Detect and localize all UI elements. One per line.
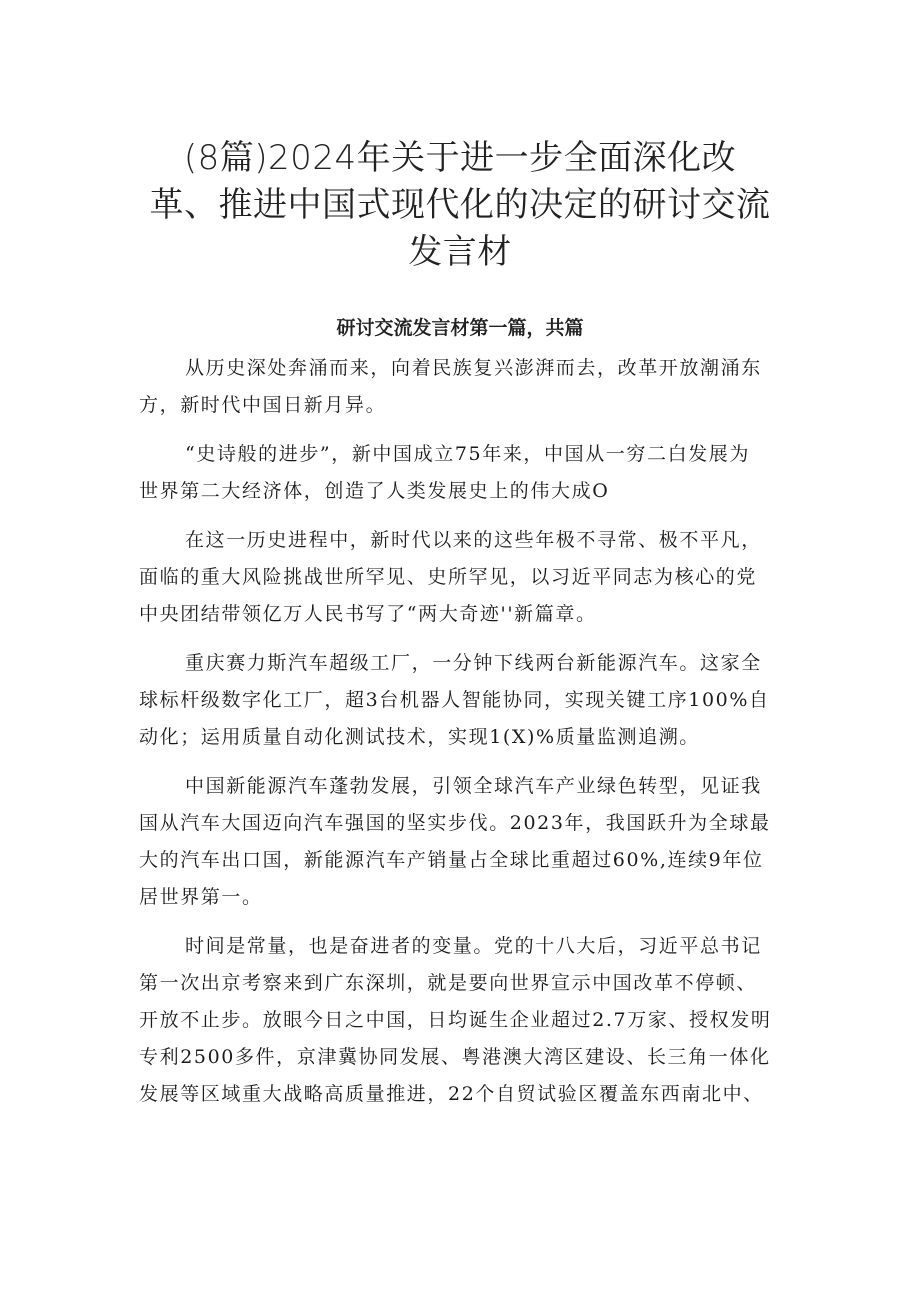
paragraph-2 bbox=[139, 436, 787, 510]
text-line: 中央团结带领亿万人民书写了“两大奇迹''新篇章。 bbox=[139, 603, 597, 625]
text-line: 球标杆级数字化工厂，超3台机器人智能协同，实现关键工序100%自 bbox=[139, 689, 770, 711]
text-line: 专利2500多件，京津冀协同发展、粤港澳大湾区建设、长三角一体化 bbox=[139, 1046, 771, 1068]
paragraph-6 bbox=[139, 928, 787, 1113]
text-line: 发展等区域重大战略高质量推进，22个自贸试验区覆盖东西南北中、 bbox=[139, 1083, 764, 1105]
text-line: “史诗般的进步”，新中国成立75年来，中国从一穷二白发展为 bbox=[185, 443, 751, 465]
text-line: 面临的重大风险挑战世所罕见、史所罕见，以习近平同志为核心的党 bbox=[139, 566, 758, 588]
title-line-2: 革、推进中国式现代化的决定的研讨交流 bbox=[149, 184, 771, 225]
text-line: 重庆赛力斯汽车超级工厂，一分钟下线两台新能源汽车。这家全 bbox=[185, 652, 762, 674]
text-line: 开放不止步。放眼今日之中国，日均诞生企业超过2.7万家、授权发明 bbox=[139, 1009, 772, 1031]
paragraph-5 bbox=[139, 768, 787, 916]
text-line: 中国新能源汽车蓬勃发展，引领全球汽车产业绿色转型，见证我 bbox=[185, 775, 762, 797]
text-line: 动化；运用质量自动化测试技术，实现1(X)%质量监测追溯。 bbox=[139, 726, 700, 748]
text-line: 世界第二大经济体，创造了人类发展史上的伟大成O bbox=[139, 480, 610, 502]
section-heading: 研讨交流发言材第一篇，共篇 bbox=[336, 317, 584, 339]
document-title bbox=[120, 135, 800, 276]
text-line: 方，新时代中国日新月异。 bbox=[139, 394, 387, 416]
text-line: 第一次出京考察来到广东深圳，就是要向世界宣示中国改革不停顿、 bbox=[139, 972, 758, 994]
paragraph-1 bbox=[139, 350, 787, 424]
text-line: 在这一历史进程中，新时代以来的这些年极不寻常、极不平凡， bbox=[185, 529, 762, 551]
text-line: 从历史深处奔涌而来，向着民族复兴澎湃而去，改革开放潮涌东 bbox=[185, 357, 762, 379]
text-line: 大的汽车出口国，新能源汽车产销量占全球比重超过60%,连续9年位 bbox=[139, 849, 764, 871]
paragraph-4 bbox=[139, 645, 787, 756]
title-line-1: (8篇)2024年关于进一步全面深化改 bbox=[183, 137, 737, 178]
paragraph-3 bbox=[139, 522, 787, 633]
text-line: 时间是常量，也是奋进者的变量。党的十八大后，习近平总书记 bbox=[185, 935, 762, 957]
text-line: 居世界第一。 bbox=[139, 886, 263, 908]
text-line: 国从汽车大国迈向汽车强国的坚实步伐。2023年，我国跃升为全球最 bbox=[139, 812, 771, 834]
title-line-3: 发言材 bbox=[408, 231, 512, 272]
body-text bbox=[139, 350, 787, 1125]
